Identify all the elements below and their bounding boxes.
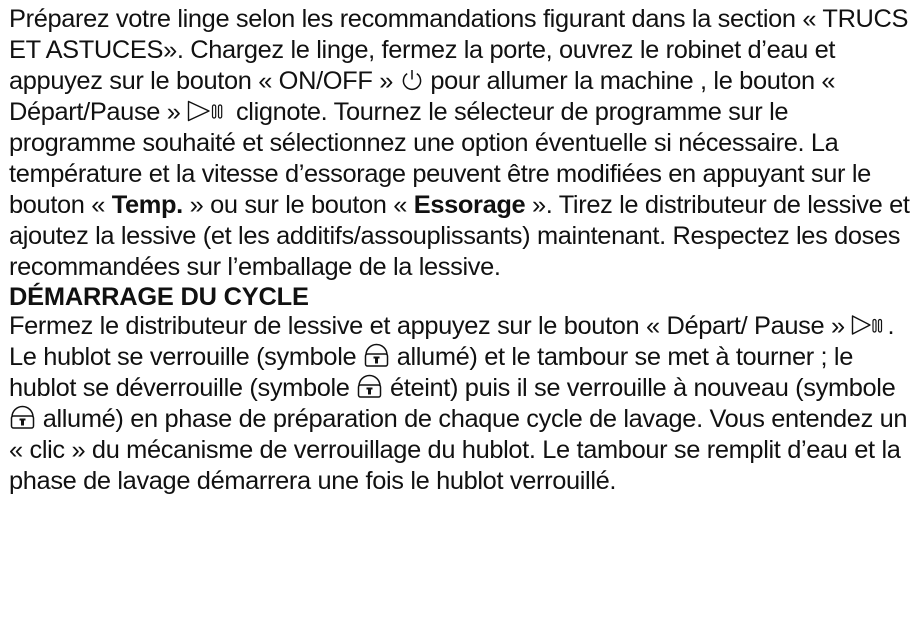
intro-text-1: Préparez votre linge selon les recommandations figurant dans la section « TRUCS ET ASTUCES». Chargez le linge, fermez la porte, ouvrez le robinet d’eau et appuyez sur le bouton « ON/OFF »: [9, 5, 909, 95]
lock-text-4: allumé) en phase de préparation de chaque cycle de lavage. Vous entendez un « clic » du mécanisme de verrouillage du hublot. Le tambour se remplit d’eau et la phase de lavage démarrera une fois le hublot verrouillé.: [9, 405, 908, 495]
lock-text-1: Le hublot se verrouille (symbole: [9, 343, 363, 371]
intro-text-2: pour allumer la machine , le bouton « Départ/Pause »: [9, 67, 836, 126]
lock-paragraph: [9, 342, 919, 497]
power-icon: [400, 68, 424, 92]
temp-button-label: Temp.: [111, 191, 183, 219]
door-lock-icon: [363, 342, 390, 368]
start-text-2: .: [887, 312, 895, 340]
intro-text-5: ». Tirez le distributeur de lessive et ajoutez la lessive (et les additifs/assouplissants) maintenant. Respectez les doses recommandées sur l’emballage de la lessive.: [9, 191, 910, 281]
intro-paragraph: [9, 4, 919, 283]
intro-text-4: » ou sur le bouton «: [182, 191, 414, 219]
start-pause-icon: [187, 99, 229, 123]
section-heading: DÉMARRAGE DU CYCLE: [9, 283, 309, 311]
door-lock-icon: [9, 404, 36, 430]
manual-text: [9, 4, 919, 497]
start-text-1: Fermez le distributeur de lessive et appuyez sur le bouton « Départ/ Pause »: [9, 312, 852, 340]
door-lock-icon: [356, 373, 383, 399]
intro-text-3: clignote. Tournez le sélecteur de programme sur le programme souhaité et sélectionnez une option éventuelle si nécessaire. La température et la vitesse d’essorage peuvent être modifiées en appuyant sur le bouton «: [9, 98, 871, 219]
start-paragraph: [9, 311, 919, 342]
lock-text-2: allumé) et le tambour se met à tourner ; le hublot se déverrouille (symbole: [9, 343, 853, 402]
essorage-button-label: Essorage: [413, 191, 526, 219]
lock-text-3: éteint) puis il se verrouille à nouveau (symbole: [383, 374, 896, 402]
start-pause-icon: [851, 313, 887, 337]
